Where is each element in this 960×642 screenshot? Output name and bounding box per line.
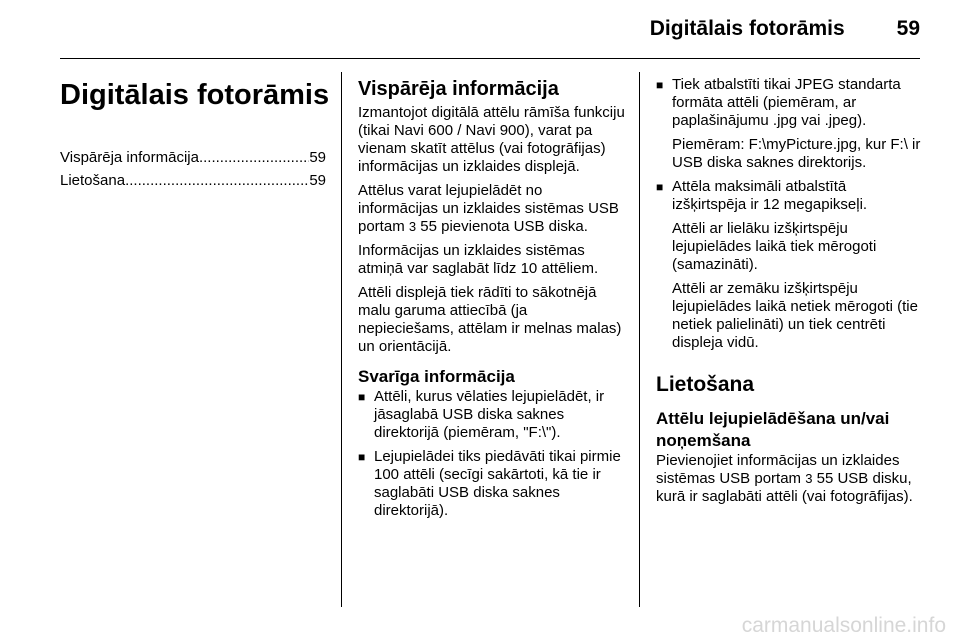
paragraph-usb-reference: Pievienojiet informācijas un izklaides sistēmas USB portam 3 55 USB disku, kurā ir saglabāti attēli (vai fotogrāfijas). <box>656 452 913 505</box>
paragraph-usb-reference: Attēlus varat lejupielādēt no informācijas un izklaides sistēmas USB portam 3 55 pievienota USB diska. <box>358 182 619 235</box>
toc-entry-general[interactable] <box>60 146 326 169</box>
toc-leader <box>199 146 309 169</box>
section-heading-usage: Lietošana <box>656 373 755 396</box>
toc-label: Vispārēja informācija <box>60 149 199 166</box>
list-item: ■ Tiek atbalstīti tikai JPEG standarta formāta attēli (piemēram, ar paplašinājumu .jpg vai .jpeg). Piemēram: F:\myPicture.jpg, kur F:\ ir USB diska saknes direktorijs. <box>656 76 921 171</box>
important-list <box>358 388 626 520</box>
list-item: ■ Attēla maksimāli atbalstītā izšķirtspēja ir 12 megapikseļi. Attēli ar lielāku izšķirtspēju lejupielādes laikā tiek mērogoti (samazināti). Attēli ar zemāku izšķirtspēju lejupielādes laikā netiek mērogoti (tie netiek palielināti) un tiek centrēti displeja vidū. <box>656 178 922 352</box>
running-header <box>650 17 920 41</box>
column-3 <box>656 76 922 512</box>
list-item-note: Piemēram: F:\myPicture.jpg, kur F:\ ir USB diska saknes direktorijs. <box>672 136 921 171</box>
bullet-icon: ■ <box>656 78 664 92</box>
subheading-important: Svarīga informācija <box>358 367 515 386</box>
column-divider-1 <box>341 72 342 607</box>
column-divider-2 <box>639 72 640 607</box>
toc-entry-usage[interactable] <box>60 169 326 192</box>
paragraph: Izmantojot digitālā attēlu rāmīša funkciju (tikai Navi 600 / Navi 900), varat pa vienam skatīt attēlus (vai fotogrāfijas) informācijas un izklaides displejā. <box>358 104 625 175</box>
header-title: Digitālais fotorāmis <box>649 17 845 40</box>
list-item: ■ Lejupielādei tiks piedāvāti tikai pirmie 100 attēli (secīgi sakārtoti, kā tie ir saglabāti USB diska saknes direktorijā). <box>358 448 621 519</box>
subheading-download: Attēlu lejupielādēšana un/vai noņemšana <box>656 409 890 450</box>
column-1 <box>60 76 330 192</box>
bullet-icon: ■ <box>358 450 366 464</box>
page-reference-icon: 3 <box>408 219 417 234</box>
column-2 <box>358 76 626 526</box>
bullet-icon: ■ <box>656 180 664 194</box>
bullet-icon: ■ <box>358 390 366 404</box>
paragraph: Attēli displejā tiek rādīti to sākotnējā malu garuma attiecībā (ja nepieciešams, attēlam ir melnas malas) un orientācijā. <box>358 284 622 355</box>
chapter-title: Digitālais fotorāmis <box>60 79 330 111</box>
list-item-note: Attēli ar zemāku izšķirtspēju lejupielādes laikā netiek mērogoti (tie netiek palielināti) un tiek centrēti displeja vidū. <box>672 280 918 351</box>
list-item-note: Attēli ar lielāku izšķirtspēju lejupielādes laikā tiek mērogoti (samazināti). <box>672 220 877 273</box>
toc-leader <box>125 169 309 192</box>
toc-page: 59 <box>309 172 326 189</box>
toc-label: Lietošana <box>60 172 126 189</box>
page-number: 59 <box>896 17 920 40</box>
format-list <box>656 76 922 352</box>
watermark: carmanualsonline.info <box>741 614 946 637</box>
page-reference-icon: 3 <box>805 471 813 486</box>
toc-page: 59 <box>309 149 326 166</box>
paragraph: Informācijas un izklaides sistēmas atmiņā var saglabāt līdz 10 attēliem. <box>358 242 599 277</box>
list-item: ■ Attēli, kurus vēlaties lejupielādēt, ir jāsaglabā USB diska saknes direktorijā (piemēram, "F:\"). <box>358 388 605 441</box>
section-heading-general: Vispārēja informācija <box>358 78 559 100</box>
header-rule <box>60 58 920 59</box>
